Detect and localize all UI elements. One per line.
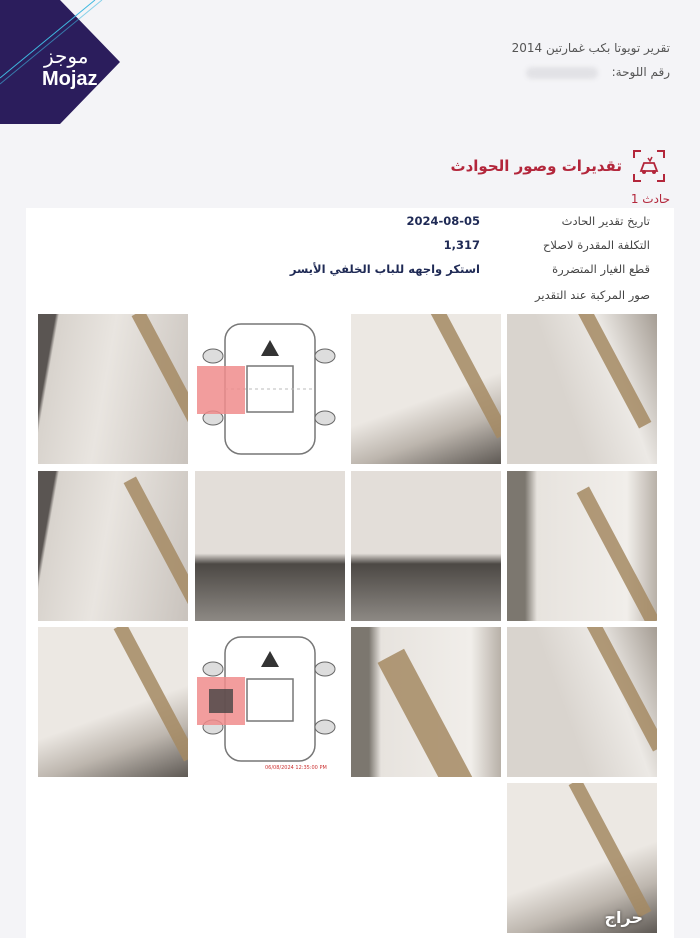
field-value: 1,317 [443, 238, 480, 252]
incident-label: حادث 1 [630, 192, 670, 206]
damage-diagram[interactable] [195, 314, 345, 464]
vehicle-photo[interactable] [351, 627, 501, 777]
vehicle-photo[interactable] [38, 627, 188, 777]
vehicle-photo[interactable] [507, 471, 657, 621]
section-heading [451, 148, 666, 184]
car-damage-icon [632, 149, 666, 183]
photo-grid [38, 314, 658, 938]
field-label: تاريخ تقدير الحادث [561, 214, 650, 228]
vehicle-photo[interactable] [507, 314, 657, 464]
vehicle-photo[interactable] [38, 471, 188, 621]
field-row-date [320, 214, 650, 234]
field-row-parts [289, 262, 650, 282]
logo-arabic-text: موجز [44, 44, 89, 68]
mojaz-logo [0, 0, 124, 124]
field-value: 2024-08-05 [406, 214, 480, 228]
section-title: تقديرات وصور الحوادث [450, 157, 622, 175]
vehicle-photo[interactable] [351, 314, 501, 464]
haraj-watermark: حراج [604, 908, 643, 927]
field-label: التكلفة المقدرة لاصلاح [542, 238, 650, 252]
logo-english-text: Mojaz [42, 68, 98, 90]
field-row-cost [320, 238, 650, 258]
vehicle-photo[interactable] [351, 471, 501, 621]
plate-row [512, 64, 670, 88]
vehicle-photo[interactable] [507, 627, 657, 777]
damage-diagram[interactable] [195, 627, 345, 777]
field-label: صور المركبة عند التقدير [535, 288, 650, 302]
vehicle-photo[interactable] [38, 314, 188, 464]
field-label: قطع الغيار المتضررة [552, 262, 650, 276]
vehicle-photo[interactable] [195, 471, 345, 621]
plate-number-blurred [526, 67, 598, 79]
vehicle-photo[interactable] [507, 783, 657, 933]
report-header [512, 40, 670, 88]
report-title: تقرير تويوتا بكب غمارتين 2014 [511, 41, 670, 55]
plate-label: رقم اللوحة: [611, 65, 670, 79]
field-row-photos [320, 288, 650, 308]
diagram-caption: 06/08/2024 12:35:00 PM [265, 765, 327, 771]
field-value: استكر واجهه للباب الخلفي الأيسر [289, 262, 480, 276]
